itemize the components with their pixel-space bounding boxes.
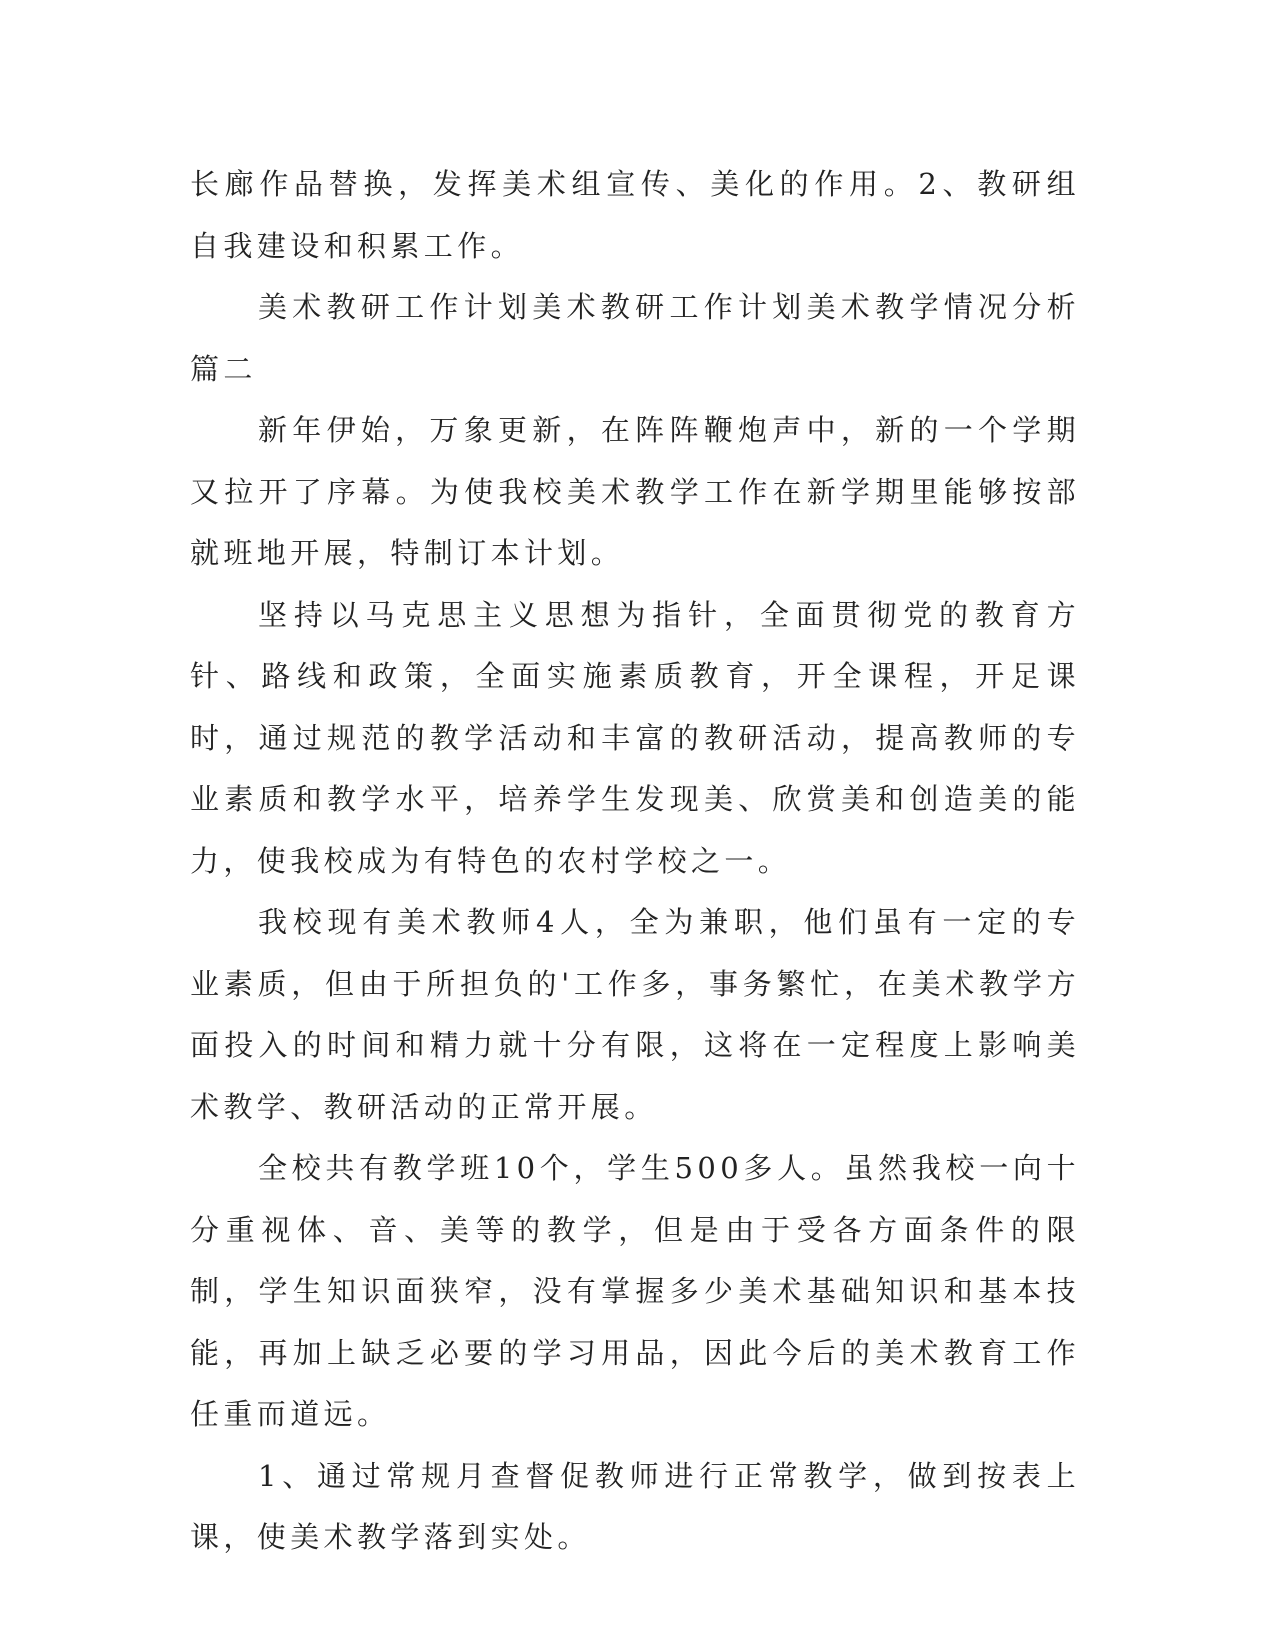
paragraph: 我校现有美术教师4人，全为兼职，他们虽有一定的专业素质，但由于所担负的'工作多，事务繁忙，在美术教学方面投入的时间和精力就十分有限，这将在一定程度上影响美术教学、教研活动的正常开展。 bbox=[190, 905, 1080, 1124]
document-body bbox=[190, 154, 1080, 1569]
paragraph: 新年伊始，万象更新，在阵阵鞭炮声中，新的一个学期又拉开了序幕。为使我校美术教学工作在新学期里能够按部就班地开展，特制订本计划。 bbox=[190, 413, 1080, 570]
paragraph: 1、通过常规月查督促教师进行正常教学，做到按表上课，使美术教学落到实处。 bbox=[190, 1458, 1080, 1554]
section-heading: 美术教研工作计划美术教研工作计划美术教学情况分析篇二 bbox=[190, 290, 1080, 386]
paragraph: 坚持以马克思主义思想为指针，全面贯彻党的教育方针、路线和政策，全面实施素质教育，开全课程，开足课时，通过规范的教学活动和丰富的教研活动，提高教师的专业素质和教学水平，培养学生发现美、欣赏美和创造美的能力，使我校成为有特色的农村学校之一。 bbox=[190, 597, 1080, 878]
paragraph: 全校共有教学班10个，学生500多人。虽然我校一向十分重视体、音、美等的教学，但是由于受各方面条件的限制，学生知识面狭窄，没有掌握多少美术基础知识和基本技能，再加上缺乏必要的学习用品，因此今后的美术教育工作任重而道远。 bbox=[190, 1151, 1080, 1431]
paragraph-continuation: 长廊作品替换，发挥美术组宣传、美化的作用。2、教研组自我建设和积累工作。 bbox=[190, 167, 1080, 263]
